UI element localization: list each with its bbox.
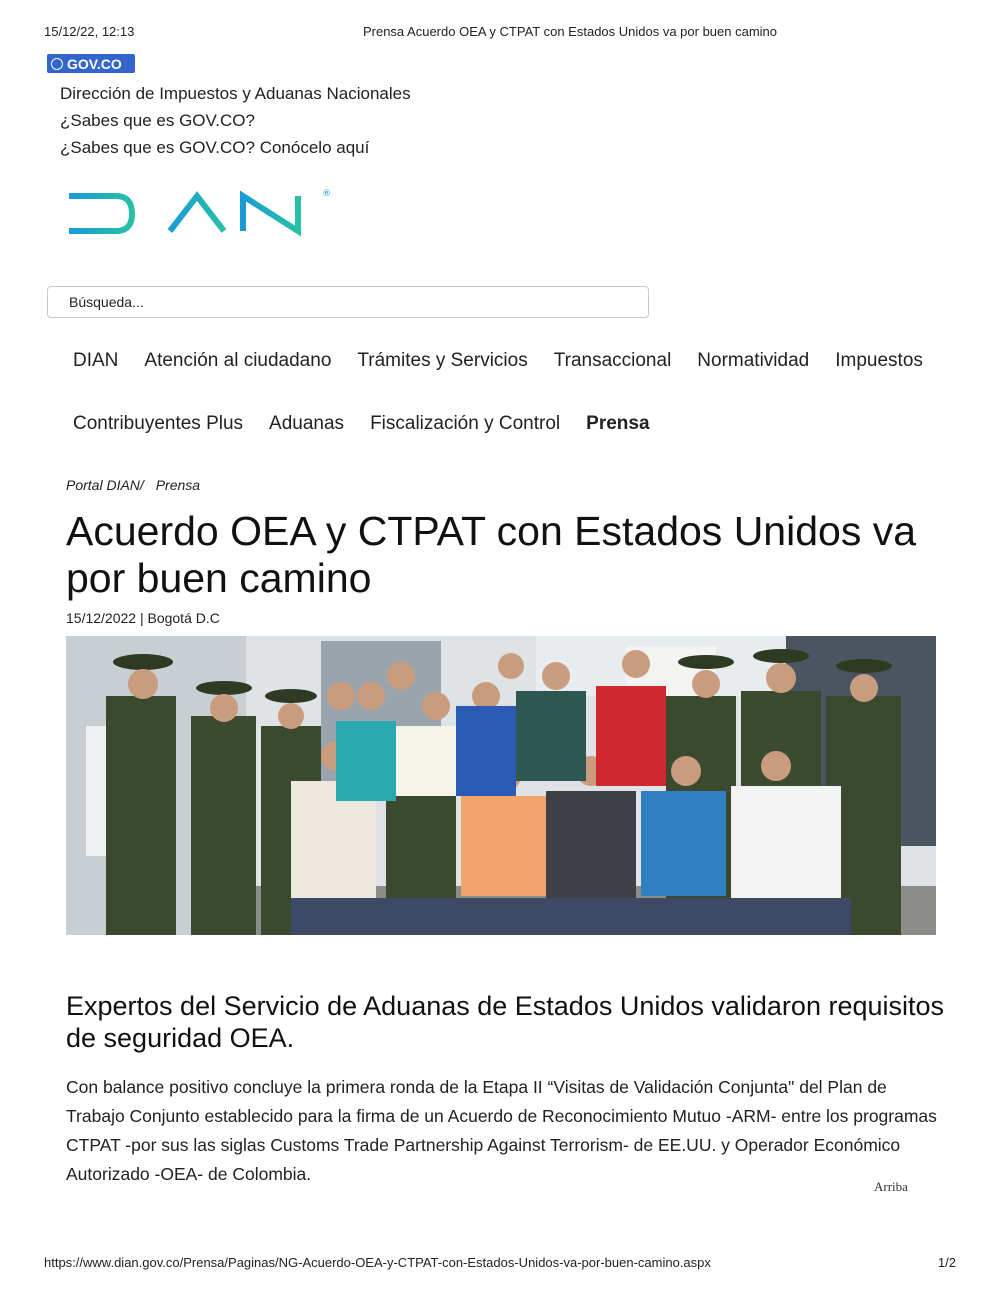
breadcrumb-home[interactable]: Portal DIAN/ xyxy=(66,477,144,493)
nav-item-prensa[interactable]: Prensa xyxy=(586,413,650,434)
nav-item-dian[interactable]: DIAN xyxy=(73,350,119,371)
print-url: https://www.dian.gov.co/Prensa/Paginas/NG-Acuerdo-OEA-y-CTPAT-con-Estados-Unidos-va-por-buen-camino.aspx xyxy=(44,1255,711,1270)
article-dateline: 15/12/2022 | Bogotá D.C xyxy=(66,610,220,626)
intro-links xyxy=(60,80,411,161)
nav-item-aduanas[interactable]: Aduanas xyxy=(269,413,345,434)
entity-name: Dirección de Impuestos y Aduanas Nacionales xyxy=(60,84,411,103)
main-nav-row-2 xyxy=(73,413,676,435)
nav-item-transaccional[interactable]: Transaccional xyxy=(553,350,672,371)
registered-mark: ® xyxy=(322,189,331,199)
nav-item-normatividad[interactable]: Normatividad xyxy=(697,350,810,371)
article-title: Acuerdo OEA y CTPAT con Estados Unidos va por buen camino xyxy=(66,508,917,601)
nav-item-atencion[interactable]: Atención al ciudadano xyxy=(144,350,332,371)
govco-bar-link[interactable] xyxy=(47,54,135,73)
print-page-number: 1/2 xyxy=(937,1255,956,1270)
back-to-top-link[interactable]: Arriba xyxy=(874,1179,908,1194)
govco-link[interactable]: ¿Sabes que es GOV.CO? Conócelo aquí xyxy=(60,138,370,157)
main-nav-row-1 xyxy=(73,350,949,372)
nav-item-impuestos[interactable]: Impuestos xyxy=(835,350,923,371)
article-body: Con balance positivo concluye la primera ronda de la Etapa II “Visitas de Validación Conjunta" del Plan de Trabajo Conjunto establecido para la firma de un Acuerdo de Reconocimiento Mutuo -ARM- entre los programas CTPAT -por sus las siglas Customs Trade Partnership Against Terrorism- de EE.UU. y Operador Económico Autorizado -OEA- de Colombia. xyxy=(66,1077,937,1184)
dian-logo[interactable] xyxy=(66,184,334,240)
article-subtitle: Expertos del Servicio de Aduanas de Estados Unidos validaron requisitos de seguridad OEA. xyxy=(66,991,945,1053)
nav-item-fiscalizacion[interactable]: Fiscalización y Control xyxy=(370,413,561,434)
print-header xyxy=(44,24,956,40)
breadcrumb xyxy=(66,477,208,493)
nav-item-tramites[interactable]: Trámites y Servicios xyxy=(357,350,528,371)
search-input[interactable] xyxy=(47,286,649,318)
colombia-shield-icon xyxy=(51,58,63,70)
nav-item-contribuyentes-plus[interactable]: Contribuyentes Plus xyxy=(73,413,244,434)
print-datetime: 15/12/22, 12:13 xyxy=(44,24,135,39)
breadcrumb-current[interactable]: Prensa xyxy=(155,477,201,493)
govco-question[interactable]: ¿Sabes que es GOV.CO? xyxy=(60,111,255,130)
article-group-photo xyxy=(66,636,936,935)
govco-label: GOV.CO xyxy=(67,55,122,72)
print-page-title: Prensa Acuerdo OEA y CTPAT con Estados Unidos va por buen camino xyxy=(362,24,778,39)
search-placeholder: Búsqueda... xyxy=(69,294,144,310)
